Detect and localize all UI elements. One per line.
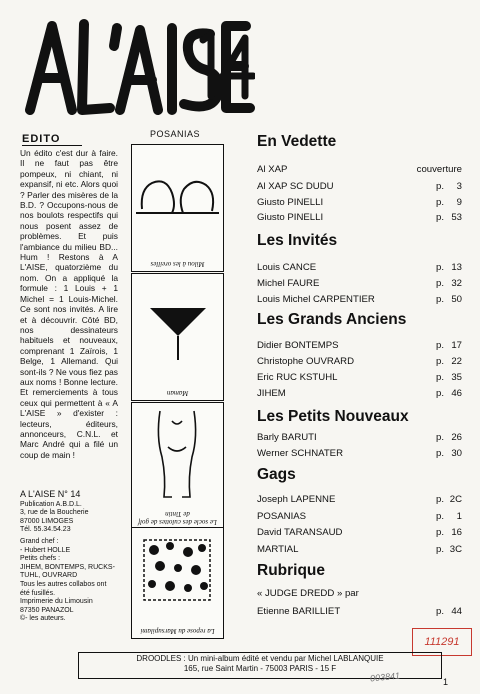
toc-entry — [257, 388, 462, 400]
colophon-issue: A L'AISE N° 14 — [20, 489, 81, 499]
toc-page: 13 — [451, 262, 462, 273]
toc-page: 22 — [451, 356, 462, 367]
toc-entry — [257, 448, 462, 460]
colophon-line: Tél. 55.34.54.23 — [20, 526, 71, 534]
edito-heading: EDITO — [22, 133, 82, 146]
edito-text: Un édito c'est dur à faire. Il ne faut pas être pompeux, ni chiant, ni expansif, ni etc. Alors quoi ? Parler des misères de la B.D. ? Occupons-nous de nos boulots respectifs qui nous posent assez de problèmes. Et puis l'ambiance du milieu BD... Hum ! Restons à A L'AISE, quatorzième du nom. On a appliqué la formule : 1 Louis + 1 Michel = 1 Louis-Michel. Ce sont nos invités. A lire et à découvrir. Côté BD, nos dessinateurs habituels et nouveaux, comprenant 1 Zaïrois, 1 Belge, 1 Allemand. Qui sont-ils ? Ne vous fiez pas aux noms ! Bonne lecture. Et remerciements à tous ceux qui permettent à « A L'AISE » d'exister : lecteurs, éditeurs, annonceurs, C.N.L. et Marc André qui a filé un coup de main ! — [20, 148, 118, 460]
colophon-line: 87000 LIMOGES — [20, 517, 74, 525]
toc-page-label: p. — [435, 432, 444, 443]
colophon-line: Publication A.B.D.L. — [20, 500, 82, 508]
toc-author: Eric RUC KSTUHL — [257, 372, 338, 383]
toc-page: 35 — [451, 372, 462, 383]
colophon-line: Tous les autres collabos ont été fusillés. — [20, 580, 107, 597]
toc-entry — [257, 494, 462, 506]
toc-page: 44 — [451, 606, 462, 617]
droodle-panel-1 — [131, 144, 224, 272]
toc-page-label: p. — [435, 212, 444, 223]
toc-author: JIHEM — [257, 388, 286, 399]
toc-entry — [257, 262, 462, 274]
droodle-maman-drawing — [136, 278, 219, 378]
droodle-marsupilami-drawing — [136, 532, 219, 618]
colophon-line: - Hubert HOLLE — [20, 546, 71, 554]
toc-author: Giusto PINELLI — [257, 197, 324, 208]
toc-page-label: p. — [435, 511, 444, 522]
colophon-line: Grand chef : — [20, 537, 59, 545]
droodle-caption: Le socle des culottes de golf de Tintin — [138, 510, 217, 526]
page-number: 1 — [443, 677, 449, 687]
droodle-caption: La repose du Marsupilami — [140, 627, 215, 635]
section-title: Les Grands Anciens — [257, 311, 407, 328]
toc-page: 53 — [451, 212, 462, 223]
advert-line-1: DROODLES : Un mini-album édité et vendu par Michel LABLANQUIE — [136, 654, 384, 663]
toc-page: 46 — [451, 388, 462, 399]
toc-page: 17 — [451, 340, 462, 351]
toc-page-label: p. — [435, 448, 444, 459]
droodle-panel-3 — [131, 402, 224, 530]
toc-page-label: p. — [435, 262, 444, 273]
toc-entry — [257, 372, 462, 384]
toc-entry — [257, 432, 462, 444]
toc-page: couverture — [416, 164, 462, 175]
droodle-golf-drawing — [136, 407, 219, 503]
toc-entry — [257, 356, 462, 368]
toc-author: Louis CANCE — [257, 262, 317, 273]
toc-page-label: p. — [435, 494, 444, 505]
pencil-note: 003841 — [369, 670, 401, 684]
toc-author: Werner SCHNATER — [257, 448, 344, 459]
toc-page-label: p. — [435, 278, 444, 289]
section-title: Les Invités — [257, 232, 338, 249]
section-title: Gags — [257, 466, 296, 483]
toc-entry — [257, 212, 462, 224]
toc-page-label: p. — [435, 340, 444, 351]
advert-line-2: 165, rue Saint Martin - 75003 PARIS - 15 F — [183, 664, 337, 673]
toc-author: Al XAP — [257, 164, 288, 175]
toc-author: Al XAP SC DUDU — [257, 181, 334, 192]
toc-page: 3C — [449, 544, 462, 555]
toc-page: 26 — [451, 432, 462, 443]
toc-page: 32 — [451, 278, 462, 289]
colophon-line: 3, rue de la Boucherie — [20, 509, 89, 517]
colophon-line: 87350 PANAZOL — [20, 606, 74, 614]
toc-author: Michel FAURE — [257, 278, 320, 289]
posanias-heading: POSANIAS — [150, 129, 201, 139]
toc-entry — [257, 197, 462, 209]
toc-author: Didier BONTEMPS — [257, 340, 339, 351]
toc-entry — [257, 340, 462, 352]
colophon-line: Imprimerie du Limousin — [20, 598, 93, 606]
toc-page-label: p. — [435, 372, 444, 383]
toc-entry — [257, 181, 462, 193]
toc-entry — [257, 164, 462, 176]
toc-entry — [257, 527, 462, 539]
colophon-line: ©- les auteurs. — [20, 615, 66, 623]
toc-page: 1 — [456, 511, 462, 522]
toc-entry — [257, 588, 462, 600]
toc-page-label: p. — [435, 181, 444, 192]
toc-entry — [257, 294, 462, 306]
toc-author: David TARANSAUD — [257, 527, 343, 538]
toc-author: POSANIAS — [257, 511, 307, 522]
toc-author: Christophe OUVRARD — [257, 356, 355, 367]
colophon — [20, 490, 118, 624]
droodle-ears-drawing — [136, 149, 219, 249]
toc-author: Etienne BARILLIET — [257, 606, 341, 617]
toc-rubrique-name: « JUDGE DREDD » par — [257, 588, 359, 599]
droodle-panel-2 — [131, 273, 224, 401]
section-title: Les Petits Nouveaux — [257, 408, 409, 425]
toc-page-label: p. — [435, 544, 444, 555]
colophon-line: Petits chefs : — [20, 555, 61, 563]
toc-page: 2C — [449, 494, 462, 505]
toc-page-label: p. — [435, 294, 444, 305]
droodle-caption: Milou à les oreilles — [150, 260, 205, 268]
toc-entry — [257, 511, 462, 523]
section-title: En Vedette — [257, 133, 337, 150]
toc-page: 9 — [456, 197, 462, 208]
toc-entry — [257, 544, 462, 556]
toc-author: Joseph LAPENNE — [257, 494, 336, 505]
section-title: Rubrique — [257, 562, 326, 579]
toc-page: 3 — [456, 181, 462, 192]
toc-page-label: p. — [435, 606, 444, 617]
archive-stamp: 111291 — [412, 628, 472, 656]
toc-page-label: p. — [435, 197, 444, 208]
toc-author: Giusto PINELLI — [257, 212, 324, 223]
toc-page: 16 — [451, 527, 462, 538]
toc-page-label: p. — [435, 356, 444, 367]
droodle-caption: Maman — [166, 389, 189, 397]
logo-issue-number — [195, 30, 255, 100]
toc-page-label: p. — [435, 527, 444, 538]
toc-author: Louis Michel CARPENTIER — [257, 294, 375, 305]
toc-entry — [257, 606, 462, 618]
toc-author: MARTIAL — [257, 544, 299, 555]
toc-page-label: p. — [435, 388, 444, 399]
toc-author: Barly BARUTI — [257, 432, 317, 443]
toc-page: 30 — [451, 448, 462, 459]
toc-page: 50 — [451, 294, 462, 305]
droodle-panel-4 — [131, 527, 224, 639]
toc-entry — [257, 278, 462, 290]
colophon-line: JIHEM, BONTEMPS, RUCKS-TUHL, OUVRARD — [20, 563, 115, 580]
